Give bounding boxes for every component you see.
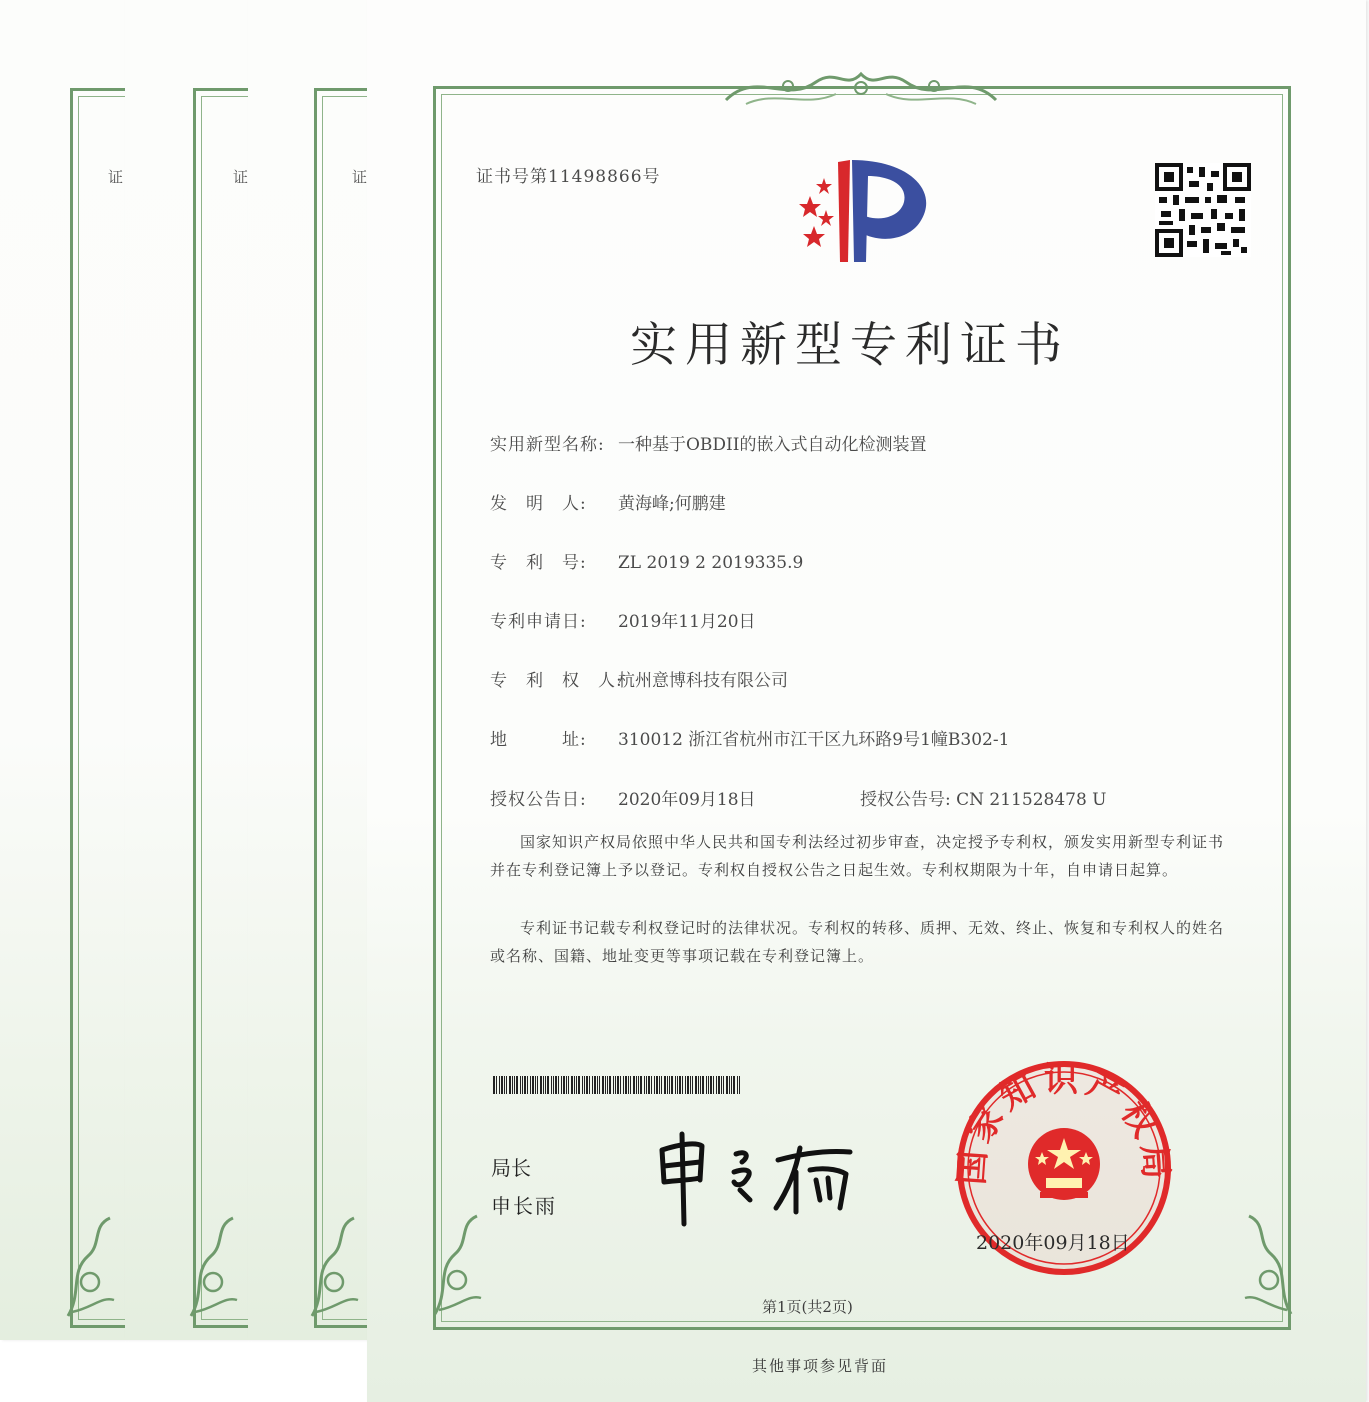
- floral-ornament-icon: [185, 1212, 243, 1322]
- back-cert-label: 证: [108, 168, 124, 186]
- field-address: [490, 725, 1009, 750]
- back-note: 其他事项参见背面: [752, 1357, 889, 1375]
- back-certificate-1: [0, 0, 125, 1340]
- patent-office-logo-icon: [790, 152, 940, 272]
- field-utility-model-name: [490, 430, 927, 455]
- field-label: 授权公告日:: [490, 790, 587, 810]
- seal-date: 2020年09月18日: [976, 1232, 1130, 1254]
- seal-text: 国家知识产权局: [952, 1060, 1176, 1187]
- field-label: 专利申请日:: [490, 612, 587, 632]
- field-value: 2020年09月18日: [618, 790, 756, 810]
- signature-icon: [650, 1120, 870, 1230]
- statement-paragraph: 国家知识产权局依照中华人民共和国专利法经过初步审查，决定授予专利权，颁发实用新型专利证书并在专利登记簿上予以登记。专利权自授权公告之日起生效。专利权期限为十年，自申请日起算。: [490, 833, 1225, 879]
- back-cert-label: 证: [233, 168, 249, 186]
- back-cert-label: 证: [352, 168, 368, 186]
- field-publication-number: [860, 785, 1107, 810]
- field-label: 实用新型名称:: [490, 435, 605, 455]
- back-certificate-2: [125, 0, 248, 1340]
- director-name: 申长雨: [491, 1194, 557, 1218]
- floral-ornament-icon: [62, 1212, 120, 1322]
- floral-ornament-icon: [306, 1212, 364, 1322]
- certificate-number: 证书号第11498866号: [476, 167, 661, 187]
- floral-ornament-icon: [429, 1210, 487, 1320]
- page-number: 第1页(共2页): [762, 1298, 853, 1316]
- qr-code-icon: [1155, 163, 1251, 257]
- field-value: 杭州意博科技有限公司: [618, 671, 788, 691]
- field-label: 授权公告号:: [860, 790, 951, 810]
- field-value: 一种基于OBDII的嵌入式自动化检测装置: [618, 435, 927, 455]
- statement-paragraph: 专利证书记载专利权登记时的法律状况。专利权的转移、质押、无效、终止、恢复和专利权人的姓名或名称、国籍、地址变更等事项记载在专利登记簿上。: [490, 919, 1225, 965]
- field-value: 310012 浙江省杭州市江干区九环路9号1幢B302-1: [618, 730, 1010, 750]
- floral-ornament-icon: [1239, 1210, 1297, 1320]
- field-value: 黄海峰;何鹏建: [618, 494, 726, 514]
- field-inventors: [490, 489, 726, 514]
- certificate-title: 实用新型专利证书: [630, 318, 1070, 373]
- field-label: 发 明 人:: [490, 494, 587, 514]
- field-grant-date: [490, 785, 756, 810]
- floral-ornament-icon: [716, 60, 1006, 112]
- field-label: 地 址:: [490, 730, 587, 750]
- barcode-icon: [493, 1076, 743, 1094]
- back-certificate-3: [248, 0, 367, 1340]
- field-application-date: [490, 607, 756, 632]
- field-patentee: [490, 666, 788, 691]
- field-value: 2019年11月20日: [618, 612, 756, 632]
- director-title: 局长: [491, 1156, 531, 1180]
- field-value: CN 211528478 U: [956, 790, 1107, 810]
- field-label: 专 利 号:: [490, 553, 587, 573]
- field-patent-number: [490, 548, 803, 573]
- field-label: 专 利 权 人:: [490, 671, 623, 691]
- field-value: ZL 2019 2 2019335.9: [618, 553, 804, 573]
